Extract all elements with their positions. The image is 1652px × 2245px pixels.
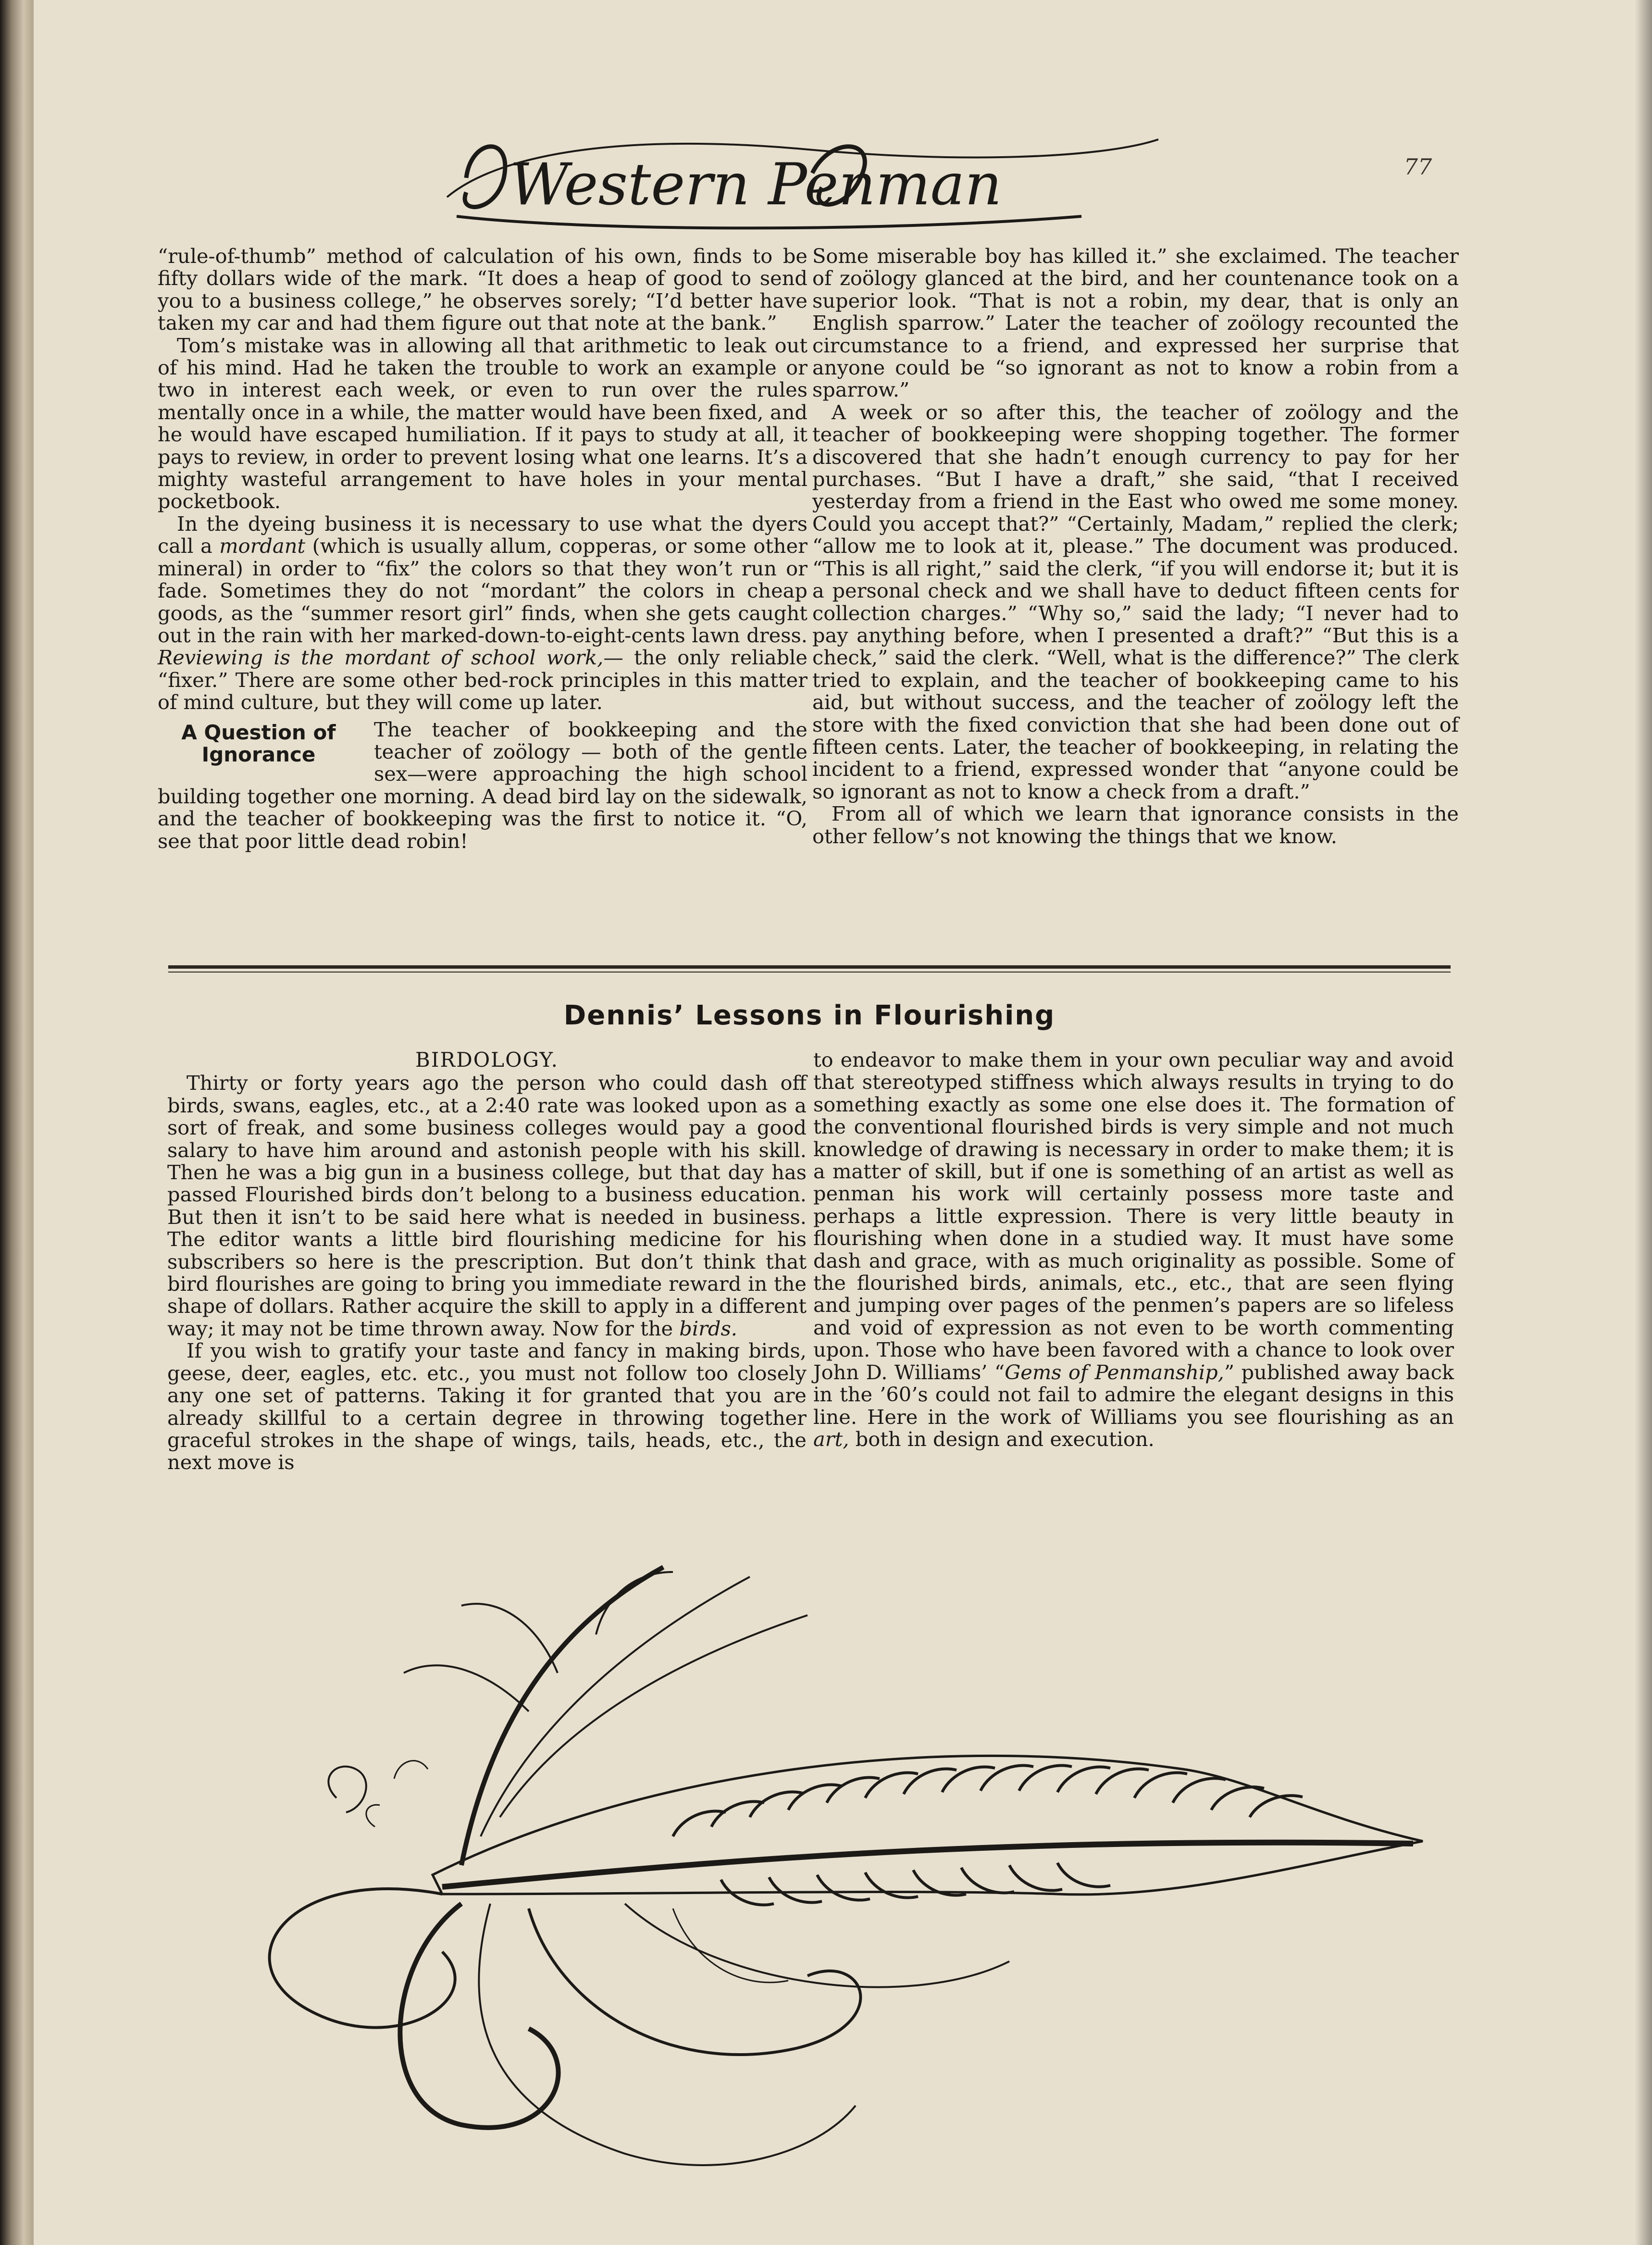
magazine-page <box>34 0 1652 2245</box>
lesson-right-column <box>813 1049 1454 1450</box>
paragraph: From all of which we learn that ignorance consists in the other fellow’s not knowing the things that we know. <box>812 802 1459 848</box>
section-divider <box>168 965 1451 969</box>
paragraph: In the dyeing business it is necessary to use what the dyers call a mordant (which is usually allum, copperas, or some other mineral) in order to “fix” the colors so that they won’t run or fade. Sometimes they do not “mordant” the colors in cheap goods, as the “summer resort girl” finds, when she gets caught out in the rain with her marked-down-to-eight-cents lawn dress. Reviewing is the mordant of school work,— the only reliable “fixer.” There are some other bed-rock principles in this matter of mind culture, but they will come up later. <box>158 511 808 714</box>
top-right-column <box>807 245 1459 848</box>
flourish-drawing <box>192 1529 1461 2192</box>
paragraph: Tom’s mistake was in allowing all that arithmetic to leak out of his mind. Had he taken the trouble to work an example or two in interest each week, or even to run over the rules mentally once in a while, the matter would have been fixed, and he would have escaped humiliation. If it pays to study at all, it pays to review, in order to prevent losing what one learns. It’s a mighty wasteful arrangement to have holes in your mental pocketbook. <box>158 333 807 513</box>
paragraph: Thirty or forty years ago the person who could dash off birds, swans, eagles, etc., at a 2:40 rate was looked upon as a sort of freak, and some business colleges would pay a good salary to have him around and astonish people with his skill. Then he was a big gun in a business college, but that day has passed Flourished birds don’t belong to a business education. But then it isn’t to be said here what is needed in business. The editor wants a little bird flourishing medicine for his subscribers so here is the prescription. But don’t think that bird flourishes are going to bring you immediate reward in the shape of dollars. Rather acquire the skill to apply in a different way; it may not be time thrown away. Now for the birds. <box>167 1071 807 1340</box>
lesson-subtitle: BIRDOLOGY. <box>415 1048 559 1072</box>
paragraph: A Question of Ignorance The teacher of bookkeeping and the teacher of zoölogy — both of the gentle sex—were approaching the high school building together one morning. A dead bird lay on the sidewalk, and the teacher of bookkeeping was the first to notice it. “O, see that poor little dead robin! <box>158 717 807 853</box>
question-heading: A Question of Ignorance <box>181 720 336 766</box>
paragraph: A week or so after this, the teacher of zoölogy and the teacher of bookkeeping were shopping together. The former discovered that she hadn’t enough currency to pay for her purchases. “But I have a draft,” she said, “that I received yesterday from a friend in the East who owed me some money. Could you accept that?” “Certainly, Madam,” replied the clerk; “allow me to look at it, please.” The document was produced. “This is all right,” said the clerk, “if you will endorse it; but it is a personal check and we shall have to deduct fifteen cents for collection charges.” “Why so,” said the lady; “I never had to pay anything before, when I presented a draft?” “But this is a check,” said the clerk. “Well, what is the difference?” The clerk tried to explain, and the teacher of bookkeeping came to his aid, but without success, and the teacher of zoölogy left the store with the fixed conviction that she had been done out of fifteen cents. Later, the teacher of bookkeeping, in relating the incident to a friend, expressed wonder that “anyone could be so ignorant as not to know a check from a draft.” <box>812 400 1459 803</box>
masthead-script-logo <box>437 120 1168 236</box>
paragraph: Some miserable boy has killed it.” she exclaimed. The teacher of zoölogy glanced at the bird, and her countenance took on a superior look. “That is not a robin, my dear, that is only an English sparrow.” Later the teacher of zoölogy recounted the circumstance to a friend, and expressed her surprise that anyone could be “so ignorant as not to know a robin from a sparrow.” <box>812 244 1459 402</box>
paragraph: “rule-of-thumb” method of calculation of his own, finds to be fifty dollars wide of the mark. “It does a heap of good to send you to a business college,” he observes sorely; “I’d better have taken my car and had them figure out that note at the bank.” <box>158 244 807 335</box>
paragraph: to endeavor to make them in your own peculiar way and avoid that stereotyped stiffness which always results in trying to do something exactly as some one else does it. The formation of the conventional flourished birds is very simple and not much knowledge of drawing is necessary in order to make them; it is a matter of skill, but if one is something of an artist as well as penman his work will certainly possess more taste and perhaps a little expression. There is very little beauty in flourishing when done in a studied way. It must have some dash and grace, with as much originality as possible. Some of the flourished birds, animals, etc., etc., that are seen flying and jumping over pages of the penmen’s papers are so lifeless and void of expression as not even to be worth commenting upon. Those who have been favored with a chance to look over John D. Williams’ “Gems of Penmanship,” published away back in the ’60’s could not fail to admire the elegant designs in this line. Here in the work of Williams you see flourishing as an art, both in design and execution. <box>813 1048 1454 1451</box>
masthead-logo <box>437 120 1168 236</box>
paragraph: If you wish to gratify your taste and fancy in making birds, geese, deer, eagles, etc. etc., you must not follow too closely any one set of patterns. Taking it for granted that you are already skillful to a certain degree in throwing together graceful strokes in the shape of wings, tails, heads, etc., the next move is <box>167 1339 807 1474</box>
book-spine <box>0 0 34 2245</box>
top-left-column <box>158 245 807 852</box>
section-title: Dennis’ Lessons in Flourishing <box>563 1000 1056 1031</box>
masthead-text: Western Penman <box>509 151 1002 218</box>
section-divider-thin <box>168 972 1451 973</box>
flourished-bird-illustration <box>192 1529 1461 2192</box>
lesson-left-column <box>167 1049 807 1474</box>
page-number: 77 <box>1404 154 1432 180</box>
